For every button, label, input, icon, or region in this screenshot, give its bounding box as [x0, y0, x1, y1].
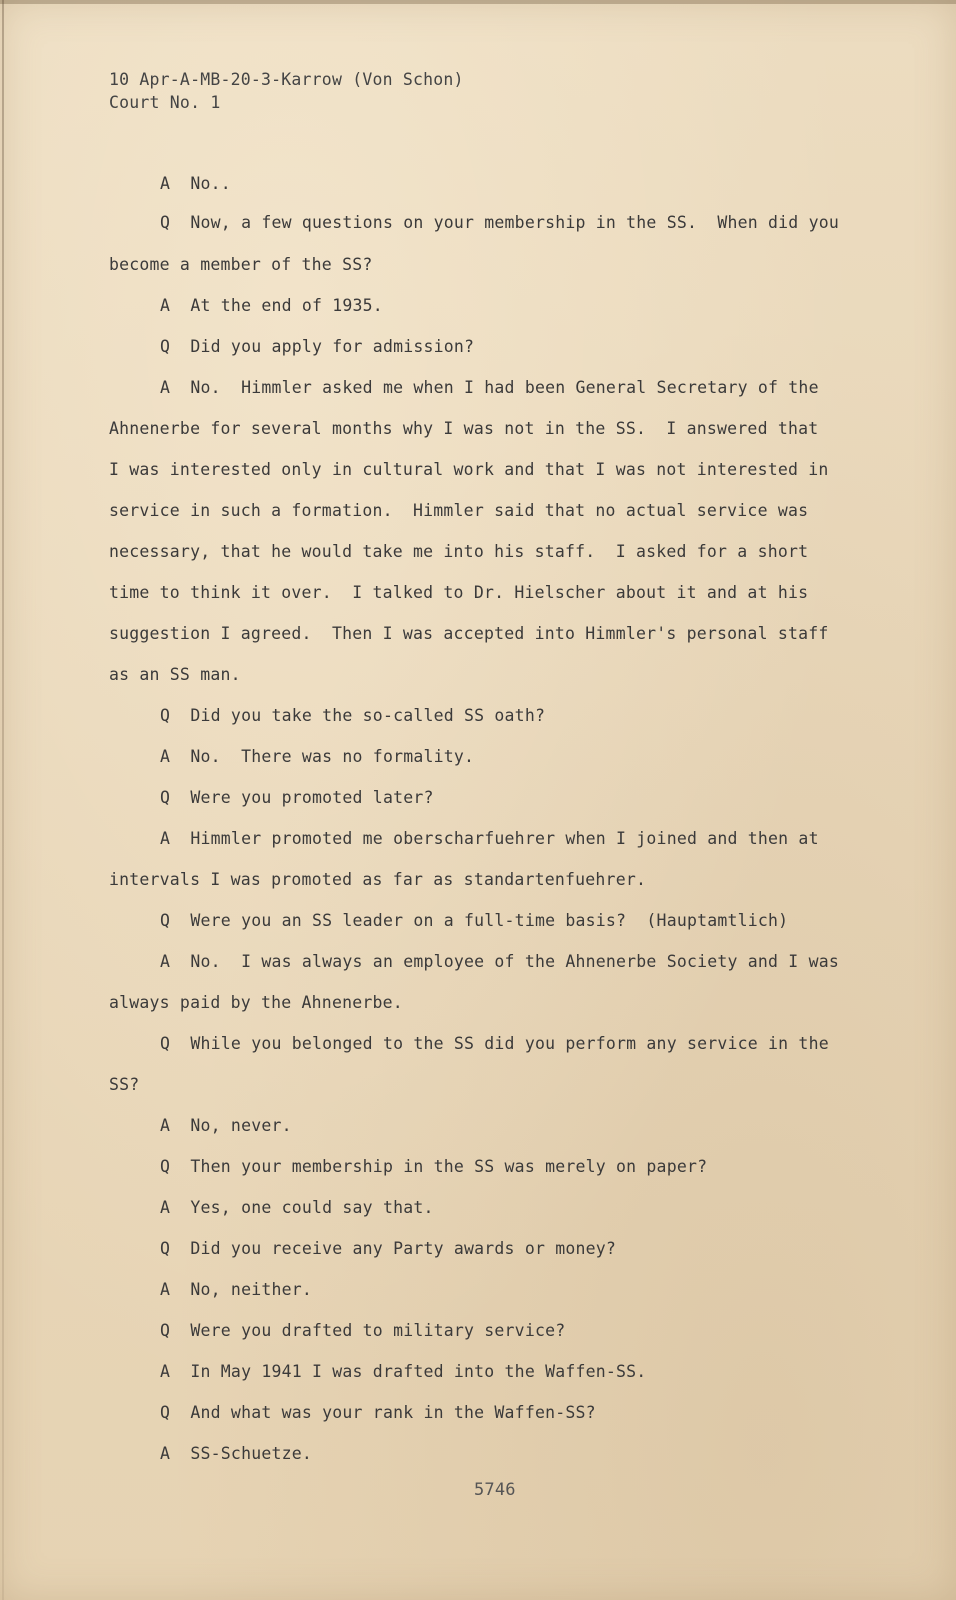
transcript-line: A No, neither.	[160, 1280, 313, 1299]
transcript-line: as an SS man.	[109, 665, 241, 684]
transcript-line: Q Were you drafted to military service?	[160, 1321, 566, 1340]
transcript-line: always paid by the Ahnenerbe.	[109, 993, 403, 1012]
transcript-line: become a member of the SS?	[109, 255, 373, 274]
transcript-line: A No. Himmler asked me when I had been General Secretary of the	[160, 378, 819, 397]
transcript-line: intervals I was promoted as far as standartenfuehrer.	[109, 870, 647, 889]
transcript-line: Q Then your membership in the SS was merely on paper?	[160, 1157, 708, 1176]
transcript-line: necessary, that he would take me into his staff. I asked for a short	[109, 542, 809, 561]
transcript-line: Q Were you promoted later?	[160, 788, 434, 807]
transcript-line: Q Now, a few questions on your membership in the SS. When did you	[160, 213, 839, 232]
transcript-line: A Yes, one could say that.	[160, 1198, 434, 1217]
transcript-line: suggestion I agreed. Then I was accepted into Himmler's personal staff	[109, 624, 829, 643]
page-top-edge	[0, 0, 956, 4]
transcript-line: Q While you belonged to the SS did you perform any service in the	[160, 1034, 829, 1053]
transcript-line: A No. There was no formality.	[160, 747, 475, 766]
transcript-line: A No, never.	[160, 1116, 292, 1135]
transcript-line: A No. I was always an employee of the Ahnenerbe Society and I was	[160, 952, 839, 971]
page-number: 5746	[474, 1480, 516, 1500]
header-case-reference: 10 Apr-A-MB-20-3-Karrow (Von Schon)	[109, 70, 464, 89]
document-header	[109, 68, 464, 114]
transcript-line: time to think it over. I talked to Dr. Hielscher about it and at his	[109, 583, 809, 602]
transcript-line: A Himmler promoted me oberscharfuehrer when I joined and then at	[160, 829, 819, 848]
transcript-line: A SS-Schuetze.	[160, 1444, 313, 1463]
transcript-line: A No..	[160, 174, 231, 193]
transcript-line: Q Did you apply for admission?	[160, 337, 475, 356]
header-court-number: Court No. 1	[109, 93, 221, 112]
transcript-line: service in such a formation. Himmler said that no actual service was	[109, 501, 809, 520]
transcript-line: I was interested only in cultural work and that I was not interested in	[109, 460, 829, 479]
transcript-line: A In May 1941 I was drafted into the Waffen-SS.	[160, 1362, 647, 1381]
transcript-line: Q Did you receive any Party awards or money?	[160, 1239, 617, 1258]
transcript-line: Q And what was your rank in the Waffen-SS?	[160, 1403, 596, 1422]
transcript-line: Ahnenerbe for several months why I was not in the SS. I answered that	[109, 419, 819, 438]
transcript-line: Q Did you take the so-called SS oath?	[160, 706, 546, 725]
transcript-line: Q Were you an SS leader on a full-time basis? (Hauptamtlich)	[160, 911, 789, 930]
transcript-line: A At the end of 1935.	[160, 296, 383, 315]
page-left-edge	[2, 0, 4, 1600]
transcript-line: SS?	[109, 1075, 140, 1094]
